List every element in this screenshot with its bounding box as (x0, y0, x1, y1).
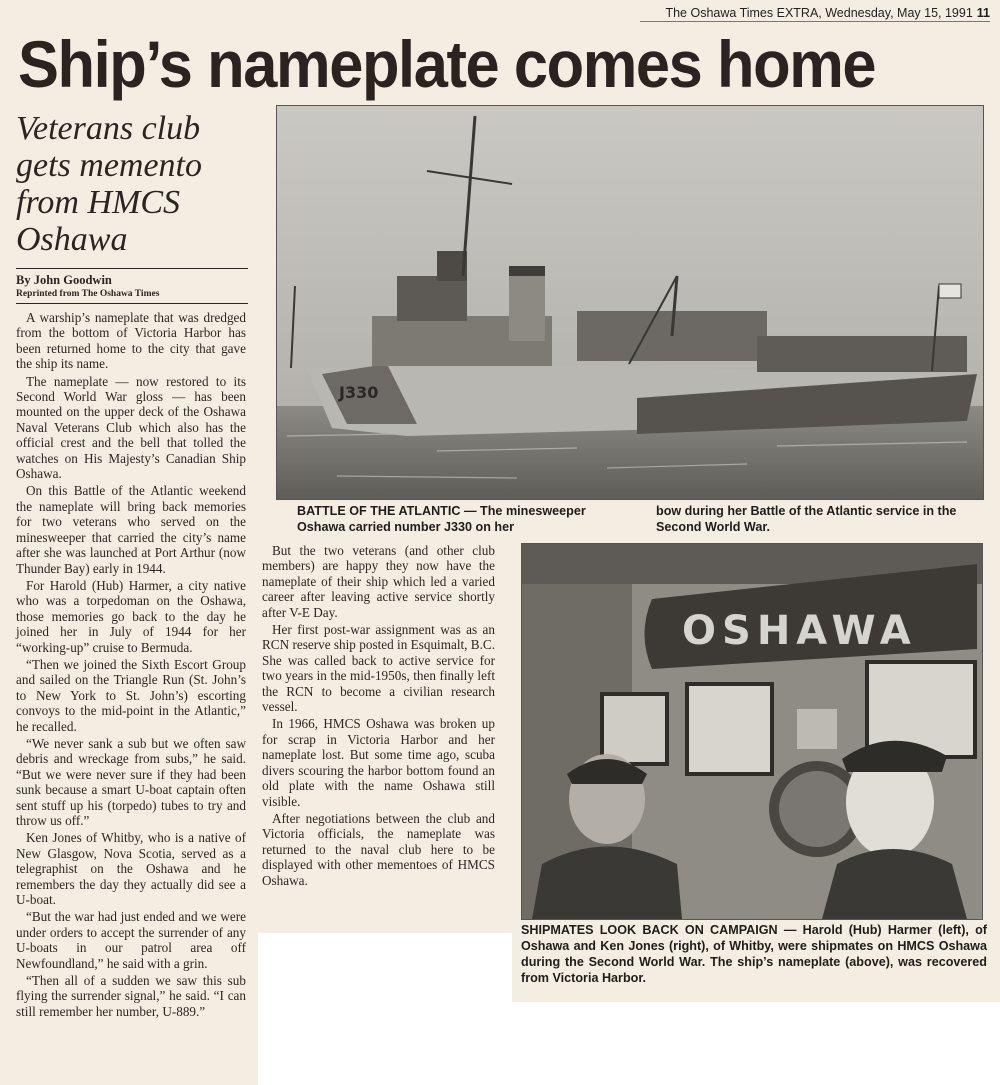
rule-below-byline (16, 303, 248, 304)
ship-caption-left: BATTLE OF THE ATLANTIC — The minesweeper Oshawa carried number J330 on her (297, 504, 586, 534)
deck-subheadline: Veterans club gets memento from HMCS Oshawa (16, 110, 203, 258)
byline (16, 273, 250, 299)
article-paragraph: Ken Jones of Whitby, who is a native of New Glasgow, Nova Scotia, served as a telegraphist on the Oshawa and he remembers the day they actually did see a U-boat. (16, 830, 246, 908)
hull-number-label: J330 (339, 383, 379, 402)
byline-reprint: Reprinted from The Oshawa Times (16, 289, 160, 299)
nameplate-text: OSHAWA (682, 608, 917, 654)
article-paragraph: For Harold (Hub) Harmer, a city native who was a torpedoman on the Oshawa, those memories go back to the day he joined her in July of 1944 for her “working-up” cruise to Bermuda. (16, 577, 246, 655)
ship-photo-caption (297, 503, 987, 535)
masthead (640, 6, 990, 22)
page-number: 11 (976, 6, 990, 20)
ship-photo (276, 105, 984, 500)
article-paragraph: After negotiations between the club and Victoria officials, the nameplate was returned to the naval club here to be displayed with other mementoes of HMCS Oshawa. (262, 810, 495, 888)
veterans-photo-graphic (522, 544, 982, 919)
ship-photo-graphic (277, 106, 983, 499)
article-paragraph: The nameplate — now restored to its Second World War gloss — has been mounted on the upper deck of the Oshawa Naval Veterans Club which also has the official crest and the bell that tolled the watches on His Majesty’s Canadian Ship Oshawa. (16, 373, 246, 482)
headline: Ship’s nameplate comes home (18, 27, 876, 101)
article-column-1 (16, 310, 246, 1021)
rule-above-byline (16, 268, 248, 269)
article-column-2 (262, 543, 495, 890)
article-paragraph: “We never sank a sub but we often saw debris and wreckage from subs,” he said. “But we were never sure if they had been sunk because a smart U-boat captain often sent stuff up his (torpedo) tubes to try and throw us off.” (16, 735, 246, 828)
article-paragraph: “But the war had just ended and we were under orders to accept the surrender of any U-boats in our patrol area off Newfoundland,” he said with a grin. (16, 909, 246, 971)
ship-caption-right: bow during her Battle of the Atlantic service in the Second World War. (656, 504, 957, 534)
article-paragraph: In 1966, HMCS Oshawa was broken up for scrap in Victoria Harbor and her nameplate lost. But some time ago, scuba divers scouring the harbor bottom found an old plate with the name Oshawa still visible. (262, 716, 495, 809)
article-paragraph: Her first post-war assignment was as an RCN reserve ship posted in Esquimalt, B.C. She was called back to active service for two years in the mid-1950s, then finally left the RCN to become a civilian research vessel. (262, 622, 495, 715)
article-paragraph: A warship’s nameplate that was dredged from the bottom of Victoria Harbor has been returned home to the city that gave the ship its name. (16, 310, 246, 372)
article-paragraph: But the two veterans (and other club members) are happy they now have the nameplate of their ship which led a varied career after leaving active service shortly after V-E Day. (262, 543, 495, 620)
masthead-paper-line: The Oshawa Times EXTRA, Wednesday, May 15, 1991 (665, 6, 973, 20)
article-paragraph: “Then all of a sudden we saw this sub flying the surrender signal,” he said. “I can still remember her number, U-889.” (16, 973, 246, 1019)
veterans-photo-caption: SHIPMATES LOOK BACK ON CAMPAIGN — Harold (Hub) Harmer (left), of Oshawa and Ken Jones (right), of Whitby, were shipmates on HMCS Oshawa during the Second World War. The ship’s nameplate (above), was recovered from Victoria Harbor. (521, 923, 987, 985)
veterans-photo (521, 543, 983, 920)
article-paragraph: “Then we joined the Sixth Escort Group and sailed on the Triangle Run (St. John’s to New York to St. John’s) escorting convoys to the mid-point in the Atlantic,” he recalled. (16, 656, 246, 734)
byline-author: By John Goodwin (16, 273, 112, 287)
article-paragraph: On this Battle of the Atlantic weekend the nameplate will bring back memories for two veterans who served on the minesweeper that carried the city’s name after she was launched at Port Arthur (now Thunder Bay) early in 1944. (16, 483, 246, 576)
